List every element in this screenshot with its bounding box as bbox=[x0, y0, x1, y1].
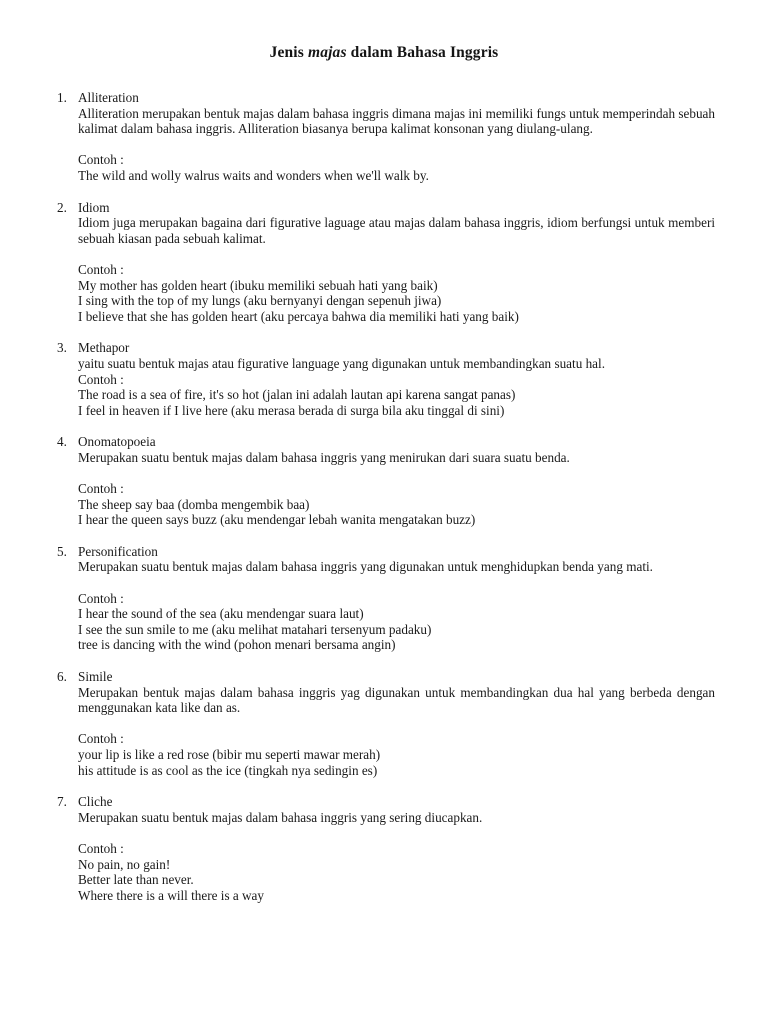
section-title: Cliche bbox=[78, 794, 113, 810]
example-line: I feel in heaven if I live here (aku merasa berada di surga bila aku tinggal di sini) bbox=[78, 402, 505, 418]
section-number: 2. bbox=[57, 199, 67, 215]
example-label: Contoh : bbox=[78, 152, 124, 168]
section-number: 3. bbox=[57, 340, 67, 356]
example-line: Better late than never. bbox=[78, 872, 194, 888]
section-number: 5. bbox=[57, 543, 67, 559]
section-description: Merupakan suatu bentuk majas dalam bahasa inggris yang sering diucapkan. bbox=[78, 809, 483, 825]
example-list bbox=[78, 857, 715, 904]
example-label: Contoh : bbox=[78, 481, 124, 497]
example-label: Contoh : bbox=[78, 731, 124, 747]
section-title: Personification bbox=[78, 543, 158, 559]
page-title-after: dalam Bahasa Inggris bbox=[346, 44, 499, 61]
blank-line bbox=[78, 137, 715, 153]
example-list bbox=[78, 168, 715, 184]
section-title: Onomatopoeia bbox=[78, 434, 156, 450]
blank-line bbox=[78, 465, 715, 481]
section-description: Merupakan suatu bentuk majas dalam bahasa inggris yang menirukan dari suara suatu benda. bbox=[78, 449, 570, 465]
section-number: 6. bbox=[57, 669, 67, 684]
example-line: The wild and wolly walrus waits and wonders when we'll walk by. bbox=[78, 167, 429, 183]
example-line: your lip is like a red rose (bibir mu seperti mawar merah) bbox=[78, 746, 381, 762]
example-line: his attitude is as cool as the ice (tingkah nya sedingin es) bbox=[78, 762, 378, 778]
blank-line bbox=[78, 575, 715, 591]
section-description: yaitu suatu bentuk majas atau figurative language yang digunakan untuk membandingkan suatu hal. bbox=[78, 355, 605, 371]
page-title-italic-word: majas bbox=[307, 44, 347, 61]
document-section bbox=[57, 434, 715, 528]
example-line: I see the sun smile to me (aku melihat matahari tersenyum padaku) bbox=[78, 621, 432, 637]
blank-line bbox=[78, 246, 715, 262]
example-line: The road is a sea of fire, it's so hot (jalan ini adalah lautan api karena sangat panas) bbox=[78, 387, 516, 403]
section-spacer bbox=[57, 778, 715, 794]
example-list bbox=[78, 278, 715, 325]
example-line: I hear the queen says buzz (aku mendengar lebah wanita mengatakan buzz) bbox=[78, 512, 476, 528]
example-line: I sing with the top of my lungs (aku bernyanyi dengan sepenuh jiwa) bbox=[78, 293, 442, 309]
example-line: I believe that she has golden heart (aku percaya bahwa dia memiliki hati yang baik) bbox=[78, 308, 519, 324]
document-section bbox=[57, 669, 715, 778]
example-label: Contoh : bbox=[78, 371, 124, 387]
example-label: Contoh : bbox=[78, 840, 124, 856]
example-line: My mother has golden heart (ibuku memiliki sebuah hati yang baik) bbox=[78, 277, 438, 293]
example-label: Contoh : bbox=[78, 261, 124, 277]
section-spacer bbox=[57, 653, 715, 669]
example-line: tree is dancing with the wind (pohon menari bersama angin) bbox=[78, 637, 396, 653]
page-title-before: Jenis bbox=[269, 44, 308, 61]
blank-line bbox=[78, 716, 715, 732]
document-section bbox=[57, 90, 715, 184]
section-number: 7. bbox=[57, 794, 67, 810]
document-section bbox=[57, 200, 715, 325]
example-list bbox=[78, 497, 715, 528]
section-spacer bbox=[57, 324, 715, 340]
section-description: Alliteration merupakan bentuk majas dalam bahasa inggris dimana majas ini memiliki fungs untuk memperindah sebuah kalimat dalam bahasa inggris. Alliteration biasanya berupa kalimat konsonan yang diulang-ulang. bbox=[78, 105, 715, 137]
example-list bbox=[78, 747, 715, 778]
section-spacer bbox=[57, 528, 715, 544]
section-description: Idiom juga merupakan bagaina dari figurative laguage atau majas dalam bahasa inggris, idiom berfungsi untuk memberi sebuah kiasan pada sebuah kalimat. bbox=[78, 215, 715, 246]
document-section bbox=[57, 340, 715, 418]
section-title: Alliteration bbox=[78, 90, 139, 105]
section-spacer bbox=[57, 418, 715, 434]
example-list bbox=[78, 606, 715, 653]
document-section bbox=[57, 794, 715, 903]
example-line: Where there is a will there is a way bbox=[78, 887, 265, 903]
document-body bbox=[57, 90, 715, 903]
section-number: 4. bbox=[57, 434, 67, 450]
document-section bbox=[57, 544, 715, 653]
example-line: I hear the sound of the sea (aku mendengar suara laut) bbox=[78, 606, 364, 622]
section-description: Merupakan suatu bentuk majas dalam bahasa inggris yang digunakan untuk menghidupkan benda yang mati. bbox=[78, 559, 653, 575]
section-title: Simile bbox=[78, 669, 113, 684]
section-spacer bbox=[57, 184, 715, 200]
example-label: Contoh : bbox=[78, 590, 124, 606]
example-list bbox=[78, 387, 715, 418]
page-title bbox=[0, 44, 768, 62]
section-title: Idiom bbox=[78, 199, 110, 215]
example-line: No pain, no gain! bbox=[78, 856, 171, 872]
example-line: The sheep say baa (domba mengembik baa) bbox=[78, 496, 310, 512]
blank-line bbox=[78, 825, 715, 841]
section-number: 1. bbox=[57, 90, 67, 105]
section-title: Methapor bbox=[78, 340, 130, 356]
section-description: Merupakan bentuk majas dalam bahasa inggris yag digunakan untuk membandingkan dua hal yang berbeda dengan menggunakan kata like dan as. bbox=[78, 684, 715, 716]
